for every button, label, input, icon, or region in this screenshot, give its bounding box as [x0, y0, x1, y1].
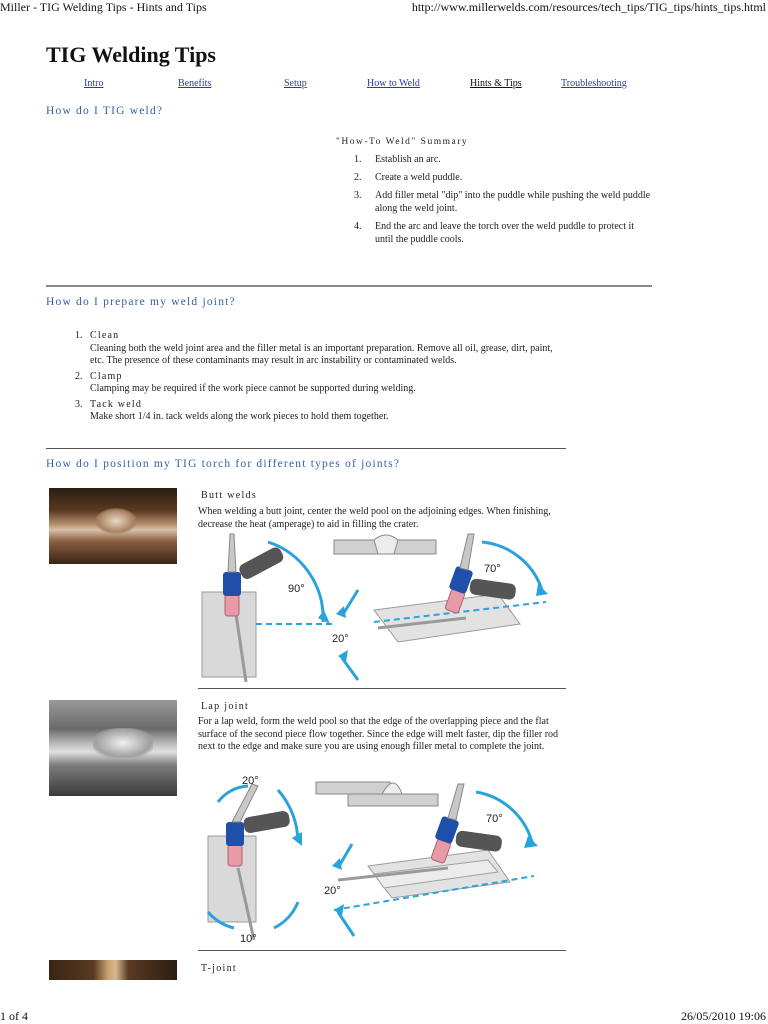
heading-prepare-weld-joint: How do I prepare my weld joint? — [46, 296, 236, 308]
page-title: TIG Welding Tips — [46, 42, 216, 67]
angle-label: 90° — [288, 583, 305, 595]
angle-label: 20° — [332, 633, 349, 645]
how-to-weld-steps — [354, 153, 654, 251]
prep-steps-list — [75, 330, 565, 427]
nav-link-setup[interactable]: Setup — [284, 78, 307, 89]
t-joint-photo — [49, 960, 177, 980]
nav-link-hints-tips[interactable]: Hints & Tips — [470, 78, 522, 89]
angle-label: 20° — [242, 775, 259, 787]
print-header-title: Miller - TIG Welding Tips - Hints and Tips — [0, 0, 207, 14]
section-nav — [84, 78, 654, 92]
angle-label: 10° — [240, 933, 257, 944]
list-item: 2. Create a weld puddle. — [354, 172, 463, 183]
section-divider — [46, 285, 652, 287]
butt-weld-text: When welding a butt joint, center the weld pool on the adjoining edges. When finishing, decrease the heat (amperage) to aid in filling the crater. — [198, 506, 551, 530]
lap-joint-text: For a lap weld, form the weld pool so that the edge of the overlapping piece and the flat surface of the second piece flow together. Since the edge will melt faster, dip the filler rod next to the edge and make sure you are using enough filler metal to complete the joint. — [198, 716, 559, 753]
angle-label: 70° — [484, 563, 501, 575]
angle-label: 20° — [324, 885, 341, 897]
nav-link-how-to-weld[interactable]: How to Weld — [367, 78, 420, 89]
print-header-url: http://www.millerwelds.com/resources/tech_tips/TIG_tips/hints_tips.html — [411, 0, 766, 14]
angle-label: 70° — [486, 813, 503, 825]
heading-torch-position: How do I position my TIG torch for different types of joints? — [46, 458, 401, 470]
print-footer-datetime: 26/05/2010 19:06 — [680, 1009, 766, 1023]
butt-weld-torch-diagram — [198, 532, 548, 684]
t-joint-title: T-joint — [201, 963, 237, 974]
list-item: 2. Clamp Clamping may be required if the work piece cannot be supported during welding. — [75, 370, 416, 394]
list-item: 3. Tack weld Make short 1/4 in. tack welds along the work pieces to hold them together. — [75, 398, 389, 422]
print-footer-page-number: 1 of 4 — [0, 1009, 28, 1023]
lap-joint-photo — [49, 700, 177, 796]
section-divider — [198, 688, 566, 689]
butt-weld-title: Butt welds — [201, 490, 258, 501]
lap-joint-torch-diagram — [198, 772, 548, 944]
list-item: 1. Establish an arc. — [354, 154, 441, 165]
section-divider — [46, 448, 566, 449]
summary-title: "How-To Weld" Summary — [336, 137, 469, 147]
list-item: 3. Add filler metal "dip" into the puddle while pushing the weld puddle along the weld joint. — [354, 190, 651, 214]
nav-link-benefits[interactable]: Benefits — [178, 78, 212, 89]
heading-how-do-i-tig-weld: How do I TIG weld? — [46, 105, 164, 117]
lap-joint-title: Lap joint — [201, 701, 250, 712]
butt-weld-photo — [49, 488, 177, 564]
nav-link-intro[interactable]: Intro — [84, 78, 104, 89]
list-item: 4. End the arc and leave the torch over the weld puddle to protect it until the puddle cools. — [354, 221, 635, 245]
list-item: 1. Clean Cleaning both the weld joint area and the filler metal is an important preparation. Remove all oil, grease, dirt, paint, etc. The presence of these contaminants may result in arc instability or contaminated welds. — [75, 330, 553, 366]
section-divider — [198, 950, 566, 951]
nav-link-troubleshooting[interactable]: Troubleshooting — [561, 78, 627, 89]
